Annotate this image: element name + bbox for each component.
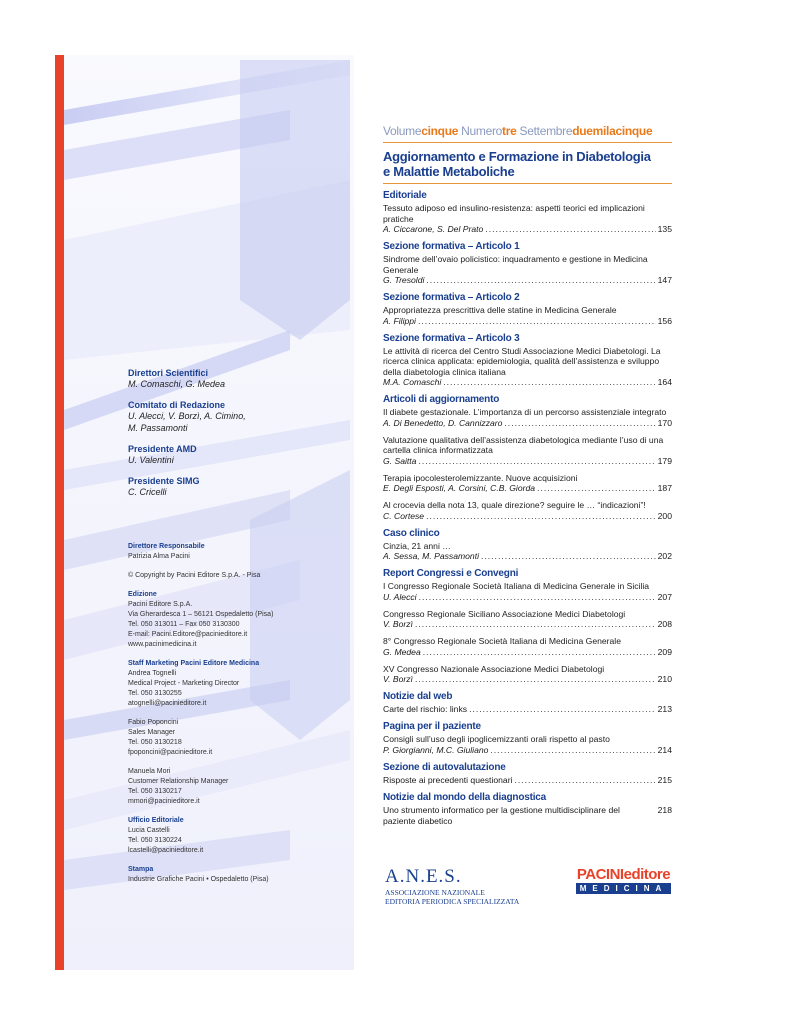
leader-dots [423,647,656,658]
page-number: 210 [657,674,672,684]
article-authors: V. Borzì [383,619,413,629]
toc-section-heading: Notizie dal web [383,691,453,702]
page-number: 179 [657,455,672,466]
toc-section-heading: Pagina per il paziente [383,721,481,732]
leader-dots [514,775,655,786]
staff-line: Tel. 050 3130255 [128,690,182,697]
leader-dots [426,275,655,286]
article-title: Appropriatezza prescrittiva delle statine in Medicina Generale [383,305,617,315]
leader-dots [469,704,656,715]
staff-block [128,542,368,562]
article-authors-line [383,592,672,603]
leader-dots [490,745,655,756]
editor-heading: Presidente AMD [128,444,197,454]
staff-title: Direttore Responsabile [128,543,205,550]
page-number: 187 [657,483,672,493]
staff-block [128,659,368,709]
staff-line: Tel. 050 313011 – Fax 050 3130300 [128,621,240,628]
leader-dots [415,674,656,685]
toc-section-heading: Sezione di autovalutazione [383,761,506,773]
article-authors: G. Medea [383,646,421,657]
article-title: Terapia ipocolesterolemizzante. Nuove acquisizioni [383,472,578,483]
toc-section-heading: Articoli di aggiornamento [383,394,500,405]
article-authors-line [383,316,672,327]
article-authors-line [383,647,672,658]
article-title: Tessuto adiposo ed insulino-resistenza: aspetti teorici ed implicazioni pratiche [383,203,645,224]
journal-title: Aggiornamento e Formazione in Diabetologia e Malattie Metaboliche [383,149,651,179]
toc-entry [383,609,672,631]
page-number: 208 [657,619,672,629]
staff-line: Tel. 050 3130224 [128,837,182,844]
toc-entry [383,734,672,756]
staff-line: Fabio Poponcini [128,719,179,726]
editor-names: U. Alecci, V. Borzì, A. Cimino, [128,411,246,421]
toc-entry [383,581,672,603]
article-title: Consigli sull’uso degli ipoglicemizzanti orali rispetto al pasto [383,734,610,744]
article-authors: M.A. Comaschi [383,377,442,387]
leader-dots [485,224,655,235]
staff-line: Medical Project - Marketing Director [128,680,240,687]
toc-entry [383,664,672,686]
article-title: I Congresso Regionale Società Italiana di Medicina Generale in Sicilia [383,581,650,591]
article-authors: G. Saitta [383,455,417,466]
staff-line: © Copyright by Pacini Editore S.p.A. - Pisa [128,572,261,579]
toc-entry [383,473,672,495]
page-number: 215 [657,774,672,785]
leader-dots [415,619,656,630]
article-authors: C. Cortese [383,510,425,521]
toc-entry [383,704,672,715]
toc-entry [383,435,672,467]
toc-entry [383,254,672,286]
article-title: Cinzia, 21 anni … [383,540,451,551]
article-authors-line [383,275,672,286]
staff-title: Stampa [128,866,154,873]
leader-dots [481,551,656,562]
editor-names: C. Cricelli [128,487,167,497]
page-number: 214 [657,744,672,755]
red-vertical-bar [55,55,64,970]
article-authors: E. Degli Esposti, A. Corsini, C.B. Giorda [383,483,536,493]
toc-entry [383,203,672,235]
staff-block [128,865,368,885]
article-authors-line [383,377,672,388]
staff-title: Staff Marketing Pacini Editore Medicina [128,660,260,667]
editor-heading: Comitato di Redazione [128,400,226,410]
staff-line: atognelli@pacinieditore.it [128,700,207,707]
toc-entry [383,541,672,563]
toc-entry [383,775,672,786]
article-authors-line [383,775,672,786]
page-number: 147 [657,275,672,285]
leader-dots [419,592,656,603]
article-authors: A. Sessa, M. Passamonti [383,551,479,561]
toc-section-heading: Editoriale [383,190,427,201]
article-authors-line [383,805,672,827]
page-number: 135 [657,224,672,234]
staff-block [128,590,368,650]
editor-names: M. Comaschi, G. Medea [128,379,226,389]
article-authors: A. Filippi [383,315,416,326]
toc-entry [383,407,672,429]
staff-line: Patrizia Alma Pacini [128,553,190,560]
article-authors-line [383,418,672,429]
article-authors-line [383,674,672,685]
anes-logo: A.N.E.S. ASSOCIAZIONE NAZIONALE EDITORIA PERIODICA SPECIALIZZATA [385,866,520,906]
page-number: 170 [657,417,672,428]
staff-line: Via Gherardesca 1 – 56121 Ospedaletto (Pisa) [128,611,274,618]
article-authors: Carte del rischio: links [383,704,468,714]
staff-line: mmori@pacinieditore.it [128,798,200,805]
volume-line: Volumecinque Numerotre Settembreduemilacinque [383,124,653,138]
article-authors-line [383,483,672,494]
article-authors-line [383,704,672,715]
staff-line: Industrie Grafiche Pacini • Ospedaletto (Pisa) [128,876,269,883]
staff-line: Sales Manager [128,729,176,736]
article-authors: Uno strumento informatico per la gestione multidisciplinare del paziente diabetico [383,804,620,826]
page-number: 207 [657,591,672,602]
article-title: XV Congresso Nazionale Associazione Medici Diabetologi [383,663,605,674]
staff-title: Edizione [128,591,157,598]
article-authors: Risposte ai precedenti questionari [383,774,513,785]
staff-line: fpoponcini@pacinieditore.it [128,749,213,756]
leader-dots [426,511,656,522]
article-authors-line [383,619,672,630]
staff-line: Customer Relationship Manager [128,778,229,785]
editor-heading: Direttori Scientifici [128,368,209,378]
page-number: 213 [657,704,672,714]
staff-line: Pacini Editore S.p.A. [128,601,193,608]
article-authors: A. Ciccarone, S. Del Prato [383,224,484,234]
article-authors-line [383,551,672,562]
article-authors: A. Di Benedetto, D. Cannizzaro [383,417,503,428]
table-of-contents [383,124,672,827]
article-authors: V. Borzì [383,674,413,684]
article-title: Le attività di ricerca del Centro Studi Associazione Medici Diabetologi. La ricerca clinica applicata: epidemiologia, qualità dell’assistenza e sviluppo della diabetologia clinica italiana [383,345,661,377]
leader-dots [418,316,656,327]
editor-names: U. Valentini [128,455,174,465]
toc-section-heading: Notizie dal mondo della diagnostica [383,791,547,803]
page-number: 209 [657,646,672,657]
article-authors-line [383,456,672,467]
leader-dots [418,456,655,467]
page-number: 202 [657,551,672,561]
toc-entry [383,500,672,522]
toc-section-heading: Sezione formativa – Articolo 1 [383,241,520,252]
staff-line: Tel. 050 3130217 [128,788,182,795]
article-title: Congresso Regionale Siciliano Associazione Medici Diabetologi [383,608,626,619]
staff-block [128,571,368,581]
toc-section-heading: Sezione formativa – Articolo 3 [383,332,520,344]
article-authors-line [383,745,672,756]
staff-line: Andrea Tognelli [128,670,177,677]
staff-line: E-mail: Pacini.Editore@pacinieditore.it [128,631,248,638]
article-title: 8° Congresso Regionale Società Italiana di Medicina Generale [383,636,621,646]
article-title: Il diabete gestazionale. L’importanza di un percorso assistenziale integrato [383,407,667,417]
pacini-editore-logo: PACINIeditore MEDICINA [576,866,671,893]
staff-line: lcastelli@pacinieditore.it [128,847,204,854]
toc-entry [383,805,672,827]
page-number: 218 [657,804,672,815]
leader-dots [443,377,655,388]
divider [383,183,672,184]
page-number: 156 [657,315,672,326]
article-title: Sindrome dell’ovaio policistico: inquadramento e gestione in Medicina Generale [383,254,648,275]
page-number: 200 [657,510,672,521]
editor-names: M. Passamonti [128,423,188,433]
staff-line: Tel. 050 3130218 [128,739,182,746]
toc-section-heading: Caso clinico [383,527,440,539]
staff-line: Lucia Castelli [128,827,170,834]
divider [383,142,672,143]
staff-block [128,816,368,856]
toc-entry [383,305,672,327]
article-authors-line [383,511,672,522]
leader-dots [537,483,656,494]
article-authors: G. Tresoldi [383,275,425,285]
toc-entry [383,636,672,658]
staff-title: Ufficio Editoriale [128,817,184,824]
publisher-staff [128,542,368,894]
article-authors: P. Giorgianni, M.C. Giuliano [383,744,489,755]
leader-dots [504,418,655,429]
toc-list [383,190,672,827]
article-authors: U. Alecci [383,591,417,602]
article-title: Valutazione qualitativa dell’assistenza diabetologica mediante l’uso di una cartella clinica informatizzata [383,434,664,455]
staff-block [128,718,368,758]
toc-section-heading: Report Congressi e Convegni [383,568,519,579]
staff-block [128,767,368,807]
toc-section-heading: Sezione formativa – Articolo 2 [383,292,520,303]
toc-entry [383,346,672,389]
article-title: Al crocevia della nota 13, quale direzione? seguire le … “indicazioni”! [383,500,646,510]
staff-line: www.pacinimedicina.it [128,641,197,648]
editor-heading: Presidente SIMG [128,476,200,486]
editorial-board [128,368,358,498]
staff-line: Manuela Mori [128,768,171,775]
page-number: 164 [657,377,672,387]
article-authors-line [383,224,672,235]
